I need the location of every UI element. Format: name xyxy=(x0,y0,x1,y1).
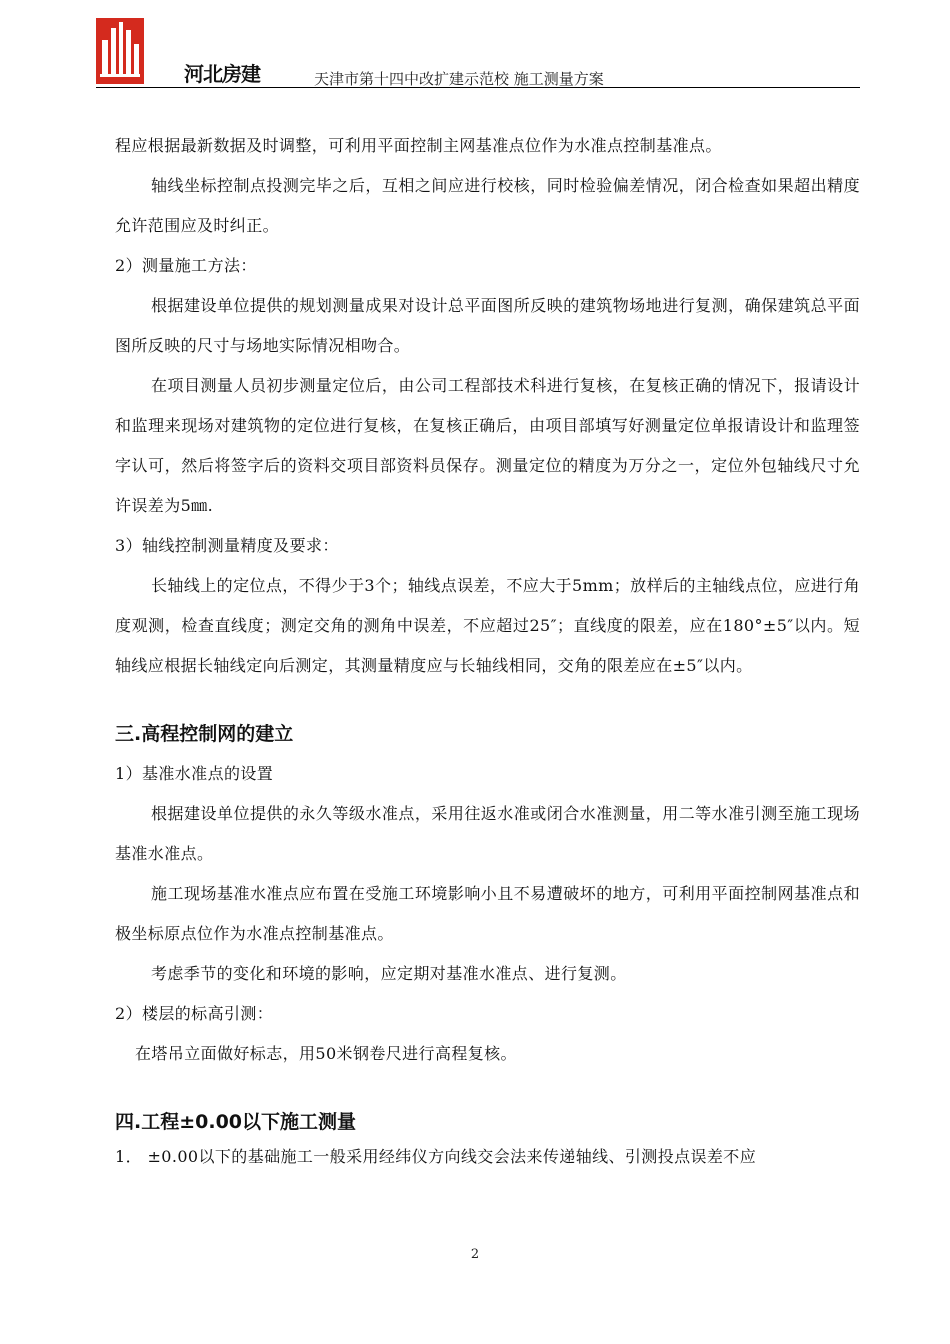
section-heading: 四.工程±0.00以下施工测量 xyxy=(115,1111,357,1133)
subheading: 2）楼层的标高引测： xyxy=(115,1004,274,1023)
document-body xyxy=(115,126,860,1172)
subheading: 2）测量施工方法： xyxy=(115,256,257,275)
paragraph: 长轴线上的定位点，不得少于3个；轴线点误差，不应大于5mm；放样后的主轴线点位，应进行角度观测，检查直线度；测定交角的测角中误差，不应超过25″；直线度的限差，应在180°±5″以内。短轴线应根据长轴线定向后测定，其测量精度应与长轴线相同，交角的限差应在±5″以内。 xyxy=(115,576,860,675)
paragraph: 施工现场基准水准点应布置在受施工环境影响小且不易遭破坏的地方，可利用平面控制网基准点和极坐标原点位作为水准点控制基准点。 xyxy=(115,884,860,943)
subheading: 3）轴线控制测量精度及要求： xyxy=(115,536,339,555)
section-heading: 三.高程控制网的建立 xyxy=(115,723,294,745)
paragraph: 程应根据最新数据及时调整，可利用平面控制主网基准点位作为水准点控制基准点。 xyxy=(115,136,722,155)
page-number: 2 xyxy=(470,1247,480,1262)
document-title: 天津市第十四中改扩建示范校 施工测量方案 xyxy=(314,70,604,88)
paragraph: 考虑季节的变化和环境的影响，应定期对基准水准点、进行复测。 xyxy=(151,964,627,983)
list-item: 1． ±0.00以下的基础施工一般采用经纬仪方向线交会法来传递轴线、引测投点误差不应 xyxy=(115,1147,757,1166)
subheading: 1）基准水准点的设置 xyxy=(115,764,274,783)
company-logo-icon xyxy=(96,18,144,84)
page-header xyxy=(96,18,860,88)
paragraph: 在项目测量人员初步测量定位后，由公司工程部技术科进行复核，在复核正确的情况下，报请设计和监理来现场对建筑物的定位进行复核，在复核正确后，由项目部填写好测量定位单报请设计和监理签字认可，然后将签字后的资料交项目部资料员保存。测量定位的精度为万分之一，定位外包轴线尺寸允许误差为5㎜. xyxy=(115,376,860,515)
header-divider xyxy=(96,87,860,88)
paragraph: 根据建设单位提供的永久等级水准点，采用往返水准或闭合水准测量，用二等水准引测至施工现场基准水准点。 xyxy=(115,804,860,863)
paragraph: 在塔吊立面做好标志，用50米钢卷尺进行高程复核。 xyxy=(135,1044,517,1063)
company-name: 河北房建 xyxy=(184,62,260,86)
paragraph: 轴线坐标控制点投测完毕之后，互相之间应进行校核，同时检验偏差情况，闭合检查如果超出精度允许范围应及时纠正。 xyxy=(115,176,860,235)
paragraph: 根据建设单位提供的规划测量成果对设计总平面图所反映的建筑物场地进行复测，确保建筑总平面图所反映的尺寸与场地实际情况相吻合。 xyxy=(115,296,860,355)
